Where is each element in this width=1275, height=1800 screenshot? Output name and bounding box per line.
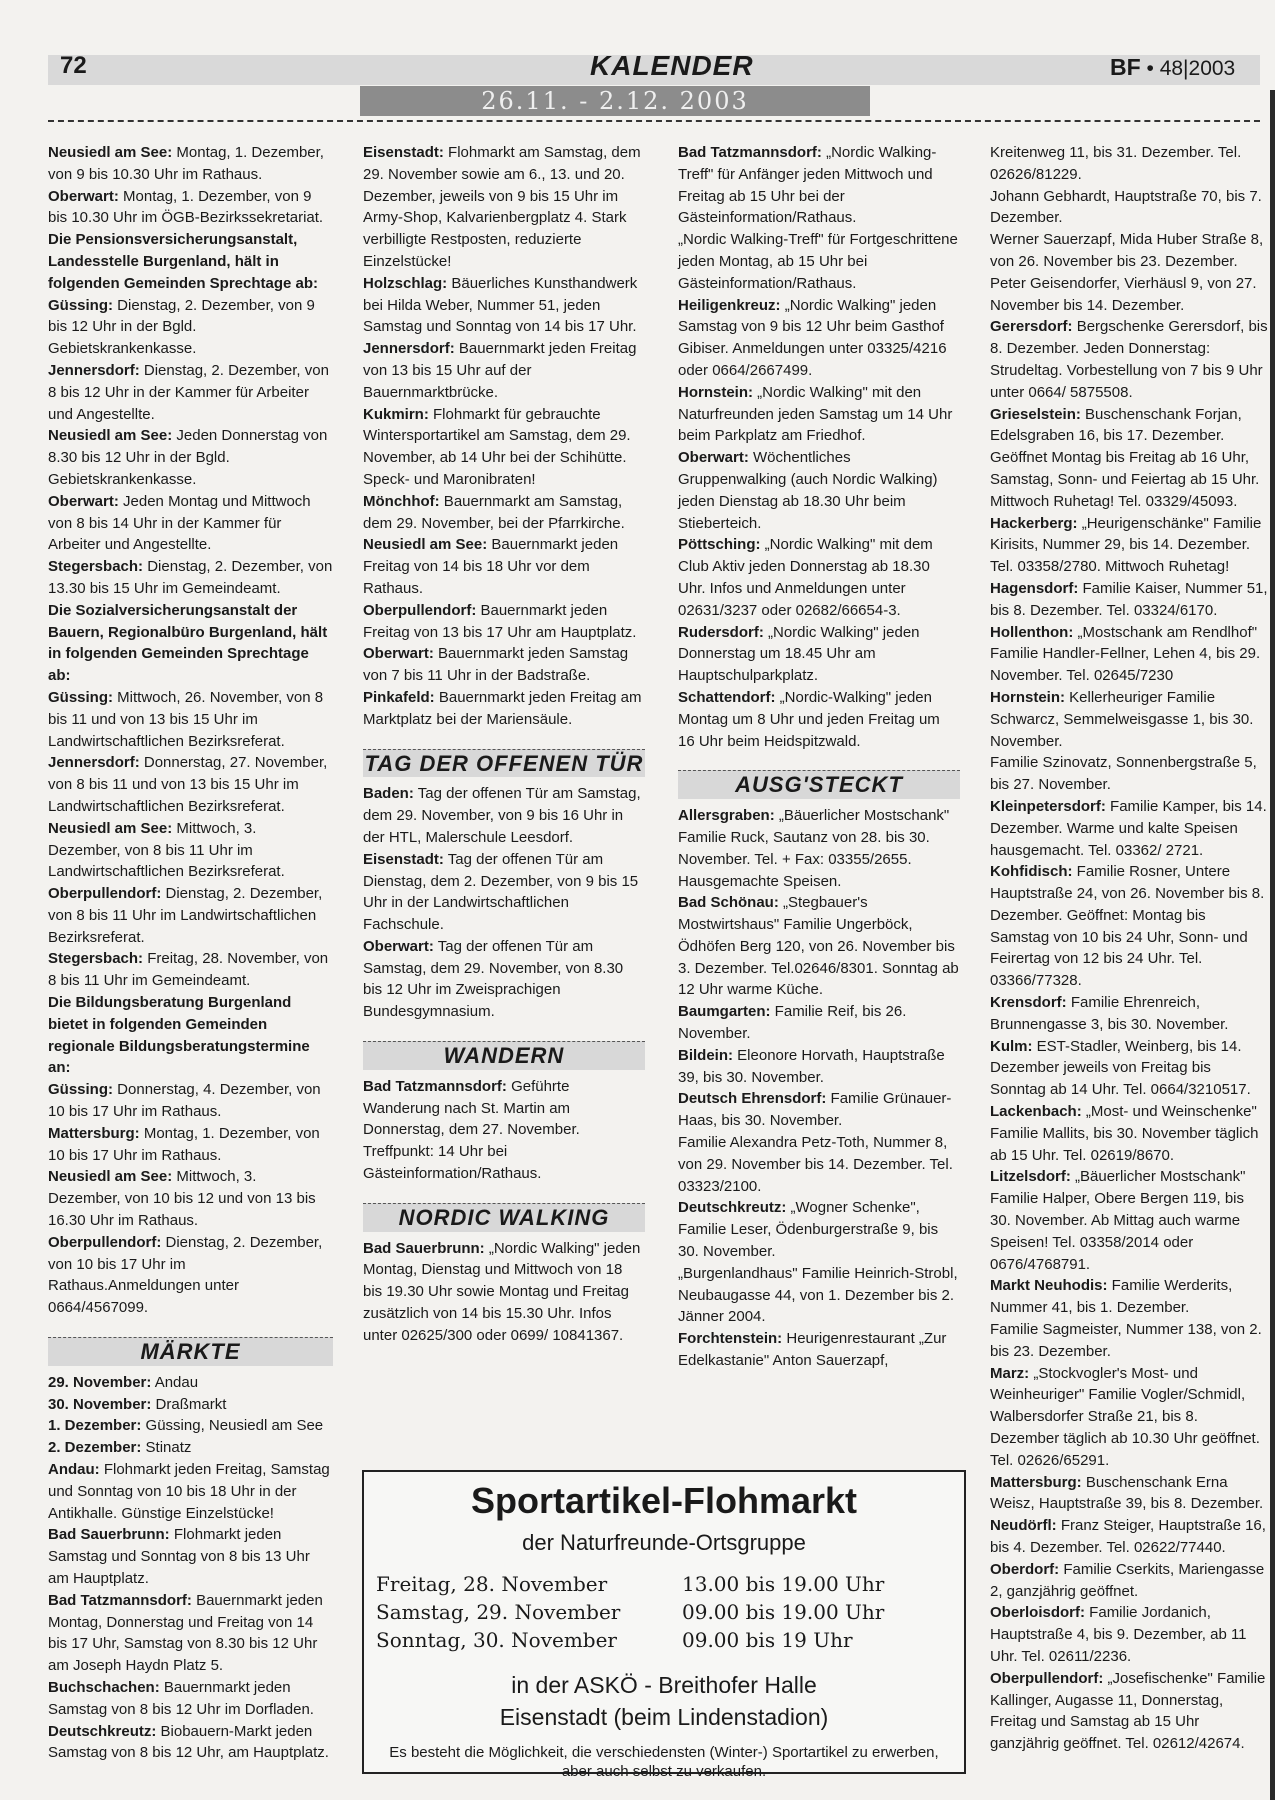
- section-heading-ausgsteckt: AUSG'STECKT: [678, 770, 960, 799]
- listing-place: Eisenstadt:: [363, 850, 444, 868]
- listing-text: Draßmarkt: [151, 1395, 227, 1413]
- listing-place: Hornstein:: [678, 383, 753, 401]
- ad-subtitle: der Naturfreunde-Ortsgruppe: [522, 1530, 806, 1555]
- listing-place: 1. Dezember:: [48, 1417, 142, 1435]
- listing-text: Buschenschank Forjan, Edelsgraben 16, bis 17. Dezember. Geöffnet Montag bis Freitag ab 16 Uhr, Samstag, Sonn- und Feiertag ab 15 Uhr. Mittwoch Ruhetag! Tel. 03329/45093.: [990, 405, 1260, 510]
- listing-text: EST-Stadler, Weinberg, bis 14. Dezember jeweils von Freitag bis Sonntag ab 14 Uhr. Tel. 0664/3210517.: [990, 1037, 1251, 1099]
- listing-place: Hornstein:: [990, 688, 1065, 706]
- listing-text: Dienstag, 2. Dezember, von 8 bis 11 Uhr im Landwirtschaftlichen Bezirksreferat.: [48, 885, 323, 946]
- listing-entry: [363, 338, 645, 403]
- page-number: 72: [60, 52, 87, 79]
- listing-text: „Bäuerlicher Mostschank" Familie Halper, Obere Bergen 119, bis 30. November. Ab Mittag auch warme Speisen! Tel. 03358/2014 oder 0676/4768791.: [990, 1168, 1246, 1273]
- listing-text: Stinatz: [141, 1439, 192, 1457]
- listing-place: Eisenstadt:: [363, 144, 444, 161]
- listing-entry: [990, 513, 1268, 578]
- listing-text: „Stockvogler's Most- und Weinheuriger" Familie Vogler/Schmidl, Walbersdorfer Straße 21, bis 8. Dezember täglich ab 10.30 Uhr geöffnet. Tel. 02626/65291.: [990, 1364, 1260, 1469]
- listing-entry: [678, 534, 960, 621]
- listing-text: Familie Reif, bis 26. November.: [678, 1003, 907, 1043]
- listing-text: Bauernmarkt jeden Freitag von 13 bis 15 Uhr auf der Bauernmarktbrücke.: [363, 340, 637, 401]
- listing-text: Montag, 1. Dezember, von 10 bis 17 Uhr im Rathaus.: [48, 1124, 320, 1164]
- listing-text: Bäuerliches Kunsthandwerk bei Hilda Weber, Nummer 51, jeden Samstag und Sonntag von 14 bis 17 Uhr.: [363, 274, 638, 336]
- listing-place: Krensdorf:: [990, 994, 1067, 1012]
- sportartikel-flohmarkt-ad: [362, 1470, 966, 1780]
- listing-place: Oberpullendorf:: [990, 1669, 1104, 1687]
- listing-text: „Bäuerlicher Mostschank" Familie Ruck, Sautanz von 28. bis 30. November. Tel. + Fax: 03355/2655. Hausgemachte Speisen.: [678, 807, 950, 890]
- listing-text: Montag, 1. Dezember, von 9 bis 10.30 Uhr im ÖGB-Bezirkssekretariat.: [48, 187, 324, 227]
- listing-text: Bauernmarkt jeden Samstag von 7 bis 11 Uhr in der Badstraße.: [363, 645, 629, 685]
- listing-entry: [363, 142, 645, 273]
- ad-day: Freitag, 28. November: [376, 1572, 608, 1596]
- listing-text: Mittwoch, 3. Dezember, von 10 bis 12 und von 13 bis 16.30 Uhr im Rathaus.: [48, 1168, 316, 1230]
- listing-text: Familie Sagmeister, Nummer 138, von 2. bis 23. Dezember.: [990, 1321, 1262, 1360]
- listing-entry: [48, 752, 333, 817]
- listing-entry: [48, 1677, 333, 1721]
- listing-place: Markt Neuhodis:: [990, 1277, 1108, 1295]
- listing-place: Mönchhof:: [363, 492, 440, 510]
- listing-place: Stegersbach:: [48, 558, 144, 576]
- ad-day: Sonntag, 30. November: [376, 1628, 617, 1652]
- listing-text: Jeden Donnerstag von 8.30 bis 12 Uhr in der Bgld. Gebietskrankenkasse.: [48, 427, 328, 488]
- listing-entry: [990, 1036, 1268, 1101]
- listing-text: „Mostschank am Rendlhof" Familie Handler-Fellner, Lehen 4, bis 29. November. Tel. 02645/7230: [990, 623, 1261, 685]
- listing-entry: [48, 1590, 333, 1677]
- listing-entry: [48, 186, 333, 230]
- listing-place: Hagensdorf:: [990, 579, 1079, 597]
- listing-place: Kulm:: [990, 1037, 1033, 1055]
- listing-entry: [990, 1363, 1268, 1472]
- listing-text: Bauernmarkt jeden Samstag von 8 bis 12 Uhr im Dorfladen.: [48, 1678, 314, 1718]
- listing-place: Kohfidisch:: [990, 863, 1073, 881]
- listing-place: Allersgraben:: [678, 807, 775, 825]
- listing-place: Neusiedl am See:: [48, 144, 173, 161]
- header-divider: [48, 120, 1260, 122]
- listing-text: Familie Jordanich, Hauptstraße 4, bis 9. Dezember, ab 11 Uhr. Tel. 02611/2236.: [990, 1604, 1247, 1665]
- listing-text: Bauernmarkt jeden Montag, Donnerstag und Freitag von 14 bis 17 Uhr, Samstag von 8.30 bis 12 Uhr am Joseph Haydn Platz 5.: [48, 1591, 323, 1675]
- listing-entry: [48, 556, 333, 600]
- column-4: [990, 142, 1268, 1755]
- listing-text: „Nordic Walking" jeden Montag, Dienstag und Mittwoch von 18 bis 19.30 Uhr sowie Montag und Freitag zusätzlich von 14 bis 15.30 Uhr. Infos unter 02625/300 oder 0699/ 10841367.: [363, 1239, 641, 1344]
- listing-place: Jennersdorf:: [363, 340, 455, 358]
- listing-place: Bildein:: [678, 1046, 733, 1064]
- listing-place: Forchtenstein:: [678, 1330, 783, 1348]
- listing-place: Schattendorf:: [678, 688, 776, 706]
- listing-entry: [363, 534, 645, 599]
- listing-text: „Nordic Walking" mit dem Club Aktiv jeden Donnerstag ab 18.30 Uhr. Infos und Anmeldungen unter 02631/3237 oder 02682/66654-3.: [678, 536, 933, 619]
- listing-place: Kukmirn:: [363, 405, 429, 423]
- listing-place: Oberdorf:: [990, 1560, 1060, 1578]
- listing-entry: [990, 1166, 1268, 1275]
- listing-text: Tag der offenen Tür am Samstag, dem 29. November, von 9 bis 16 Uhr in der HTL, Malerschule Leesdorf.: [363, 785, 641, 846]
- listing-place: Bad Sauerbrunn:: [363, 1239, 485, 1257]
- listing-place: Oberpullendorf:: [48, 885, 162, 903]
- listing-entry: [990, 186, 1268, 230]
- listing-place: Buchschachen:: [48, 1678, 160, 1696]
- ad-time: 13.00 bis 19.00 Uhr: [682, 1572, 885, 1596]
- listing-entry: [990, 687, 1268, 752]
- listing-text: Bauernmarkt am Samstag, dem 29. November, bei der Pfarrkirche.: [363, 492, 625, 532]
- listing-place: 2. Dezember:: [48, 1439, 142, 1457]
- listing-entry: [990, 1515, 1268, 1559]
- listing-entry: [48, 948, 333, 992]
- listing-text: Kreitenweg 11, bis 31. Dezember. Tel. 02626/81229.: [990, 144, 1242, 183]
- listing-entry: [678, 892, 960, 1001]
- listing-place: Güssing:: [48, 1081, 114, 1099]
- listing-text: Familie Werderits, Nummer 41, bis 1. Dezember.: [990, 1277, 1233, 1317]
- listing-text: Geführte Wanderung nach St. Martin am Donnerstag, dem 27. November. Treffpunkt: 14 Uhr bei Gästeinformation/Rathaus.: [363, 1077, 580, 1183]
- listing-text: „Nordic-Walking" jeden Montag um 8 Uhr und jeden Freitag um 16 Uhr beim Heidspitzwald.: [678, 688, 940, 750]
- listing-place: Neusiedl am See:: [363, 536, 488, 554]
- listing-entry: [678, 295, 960, 382]
- listing-entry: [48, 1721, 333, 1765]
- listing-place: Heiligenkreuz:: [678, 296, 781, 314]
- listing-place: Stegersbach:: [48, 950, 144, 968]
- listing-text: „Nordic Walking" jeden Donnerstag um 18.45 Uhr am Hauptschulparkplatz.: [678, 623, 920, 685]
- listing-text: Bauernmarkt jeden Freitag am Marktplatz bei der Mariensäule.: [363, 688, 642, 728]
- listing-text: Werner Sauerzapf, Mida Huber Straße 8, von 26. November bis 23. Dezember.: [990, 231, 1264, 270]
- listing-entry: [990, 1101, 1268, 1166]
- listing-place: Mattersburg:: [48, 1124, 140, 1142]
- listing-text: Montag, 1. Dezember, von 9 bis 10.30 Uhr im Rathaus.: [48, 144, 324, 183]
- listing-place: Oberwart:: [678, 449, 749, 467]
- listing-place: Bad Tatzmannsdorf:: [678, 144, 822, 161]
- listing-entry: [48, 491, 333, 556]
- listing-entry: [48, 1372, 333, 1394]
- listing-entry: [678, 382, 960, 447]
- listing-place: Jennersdorf:: [48, 361, 140, 379]
- listing-entry: [48, 1524, 333, 1589]
- listing-place: Die Sozialversicherungsanstalt der Bauern, Regionalbüro Burgenland, hält in folgenden Gemeinden Sprechtage ab:: [48, 601, 328, 685]
- listing-entry: [48, 600, 333, 687]
- section-heading-maerkte: MÄRKTE: [48, 1337, 333, 1366]
- listing-place: Neudörfl:: [990, 1517, 1057, 1535]
- listing-place: Neusiedl am See:: [48, 1168, 173, 1186]
- listing-text: Familie Alexandra Petz-Toth, Nummer 8, von 29. November bis 14. Dezember. Tel. 03323/2100.: [678, 1134, 953, 1195]
- listing-place: Oberloisdorf:: [990, 1604, 1086, 1622]
- listing-text: Dienstag, 2. Dezember, von 13.30 bis 15 Uhr im Gemeindeamt.: [48, 558, 333, 597]
- listing-entry: [990, 142, 1268, 186]
- listing-place: Marz:: [990, 1364, 1030, 1382]
- listing-text: „Nordic Walking-Treff" für Anfänger jeden Mittwoch und Freitag ab 15 Uhr bei der Gästeinformation/Rathaus.: [678, 144, 937, 227]
- listing-text: „Nordic Walking" mit den Naturfreunden jeden Samstag um 14 Uhr beim Parkplatz am Friedhof.: [678, 383, 953, 445]
- listing-place: Oberpullendorf:: [48, 1233, 162, 1251]
- listing-place: Gerersdorf:: [990, 318, 1073, 336]
- listing-entry: [678, 142, 960, 229]
- listing-place: Oberwart:: [363, 645, 434, 663]
- listing-entry: [678, 622, 960, 687]
- listing-place: Pinkafeld:: [363, 688, 435, 706]
- listing-text: Franz Steiger, Hauptstraße 16, bis 4. Dezember. Tel. 02622/77440.: [990, 1517, 1266, 1556]
- listing-place: Deutschkreutz:: [678, 1199, 787, 1217]
- listing-text: Familie Kamper, bis 14. Dezember. Warme und kalte Speisen hausgemacht. Tel. 03362/ 2721.: [990, 797, 1267, 859]
- listing-entry: [678, 1197, 960, 1262]
- listing-entry: [48, 1232, 333, 1319]
- listing-place: Oberwart:: [363, 937, 434, 955]
- listing-place: Baden:: [363, 785, 414, 803]
- listing-place: 29. November:: [48, 1373, 152, 1391]
- listing-entry: [990, 1319, 1268, 1363]
- listing-entry: [363, 849, 645, 936]
- listing-text: Kellerheuriger Familie Schwarcz, Semmelweisgasse 1, bis 30. November.: [990, 688, 1254, 750]
- listing-text: Familie Cserkits, Mariengasse 2, ganzjährig geöffnet.: [990, 1560, 1265, 1600]
- page-title: KALENDER: [590, 50, 754, 81]
- listing-text: Güssing, Neusiedl am See: [141, 1417, 324, 1435]
- publication-name: BF: [1110, 54, 1141, 80]
- listing-place: Hackerberg:: [990, 514, 1078, 532]
- listing-entry: [990, 992, 1268, 1036]
- listing-entry: [678, 1045, 960, 1089]
- listing-entry: [678, 229, 960, 294]
- listing-entry: [363, 936, 645, 1023]
- listing-entry: [48, 1166, 333, 1231]
- page-edge: [1270, 90, 1275, 1800]
- listing-text: „Wogner Schenke", Familie Leser, Ödenburgerstraße 9, bis 30. November.: [678, 1199, 939, 1261]
- listing-text: „Most- und Weinschenke" Familie Mallits, bis 30. November täglich ab 15 Uhr. Tel. 02619/8670.: [990, 1103, 1259, 1164]
- listing-entry: [363, 491, 645, 535]
- listing-text: Mittwoch, 3. Dezember, von 8 bis 11 Uhr im Landwirtschaftlichen Bezirksreferat.: [48, 819, 285, 881]
- listing-place: Bad Tatzmannsdorf:: [48, 1591, 192, 1609]
- listing-text: „Stegbauer's Mostwirtshaus" Familie Ungerböck, Ödhöfen Berg 120, von 26. November bis 3. Dezember. Tel.02646/8301. Sonntag ab 12 Uhr warme Küche.: [678, 894, 959, 999]
- listing-entry: [48, 1459, 333, 1524]
- listing-text: Bauernmarkt jeden Freitag von 14 bis 18 Uhr vor dem Rathaus.: [363, 536, 619, 597]
- listing-text: Dienstag, 2. Dezember, von 8 bis 12 Uhr in der Kammer für Arbeiter und Angestellte.: [48, 361, 329, 423]
- listing-text: Wöchentliches Gruppenwalking (auch Nordic Walking) jeden Dienstag ab 18.30 Uhr beim Stieberteich.: [678, 449, 938, 532]
- listing-entry: [363, 643, 645, 687]
- listing-entry: [678, 687, 960, 752]
- listing-entry: [48, 687, 333, 752]
- listing-text: Mittwoch, 26. November, von 8 bis 11 und von 13 bis 15 Uhr im Landwirtschaftlichen Bezirksreferat.: [48, 688, 324, 750]
- listing-place: Pöttsching:: [678, 536, 761, 554]
- listing-text: Dienstag, 2. Dezember, von 9 bis 12 Uhr in der Bgld. Gebietskrankenkasse.: [48, 296, 315, 358]
- listing-place: Holzschlag:: [363, 274, 448, 292]
- listing-entry: [363, 404, 645, 491]
- listing-text: Dienstag, 2. Dezember, von 10 bis 17 Uhr im Rathaus.Anmeldungen unter 0664/4567099.: [48, 1233, 323, 1317]
- listing-text: Peter Geisendorfer, Vierhäusl 9, von 27. November bis 14. Dezember.: [990, 274, 1257, 314]
- column-3: [678, 142, 960, 1372]
- listing-place: 30. November:: [48, 1395, 152, 1413]
- listing-place: Bad Sauerbrunn:: [48, 1526, 170, 1544]
- listing-place: Deutschkreutz:: [48, 1722, 157, 1740]
- listing-text: Buschenschank Erna Weisz, Hauptstraße 39, bis 8. Dezember.: [990, 1473, 1264, 1513]
- listing-entry: [990, 273, 1268, 317]
- listing-entry: [990, 578, 1268, 622]
- ad-location: Eisenstadt (beim Lindenstadion): [499, 1704, 829, 1730]
- listing-text: Familie Grünauer-Haas, bis 30. November.: [678, 1090, 952, 1130]
- listing-place: Lackenbach:: [990, 1103, 1082, 1121]
- listing-text: Bergschenke Gerersdorf, bis 8. Dezember. Jeden Donnerstag: Strudeltag. Vorbestellung von 7 bis 9 Uhr unter 0664/ 5875508.: [990, 318, 1268, 401]
- listing-entry: [48, 142, 333, 186]
- listing-entry: [48, 1437, 333, 1459]
- listing-place: Güssing:: [48, 688, 114, 706]
- ad-time: 09.00 bis 19 Uhr: [682, 1628, 853, 1652]
- listing-entry: [48, 1394, 333, 1416]
- listing-text: Flohmarkt jeden Samstag und Sonntag von 8 bis 13 Uhr am Hauptplatz.: [48, 1526, 310, 1587]
- listing-entry: [990, 1559, 1268, 1603]
- listing-place: Deutsch Ehrensdorf:: [678, 1090, 827, 1108]
- listing-entry: [678, 1001, 960, 1045]
- listing-entry: [48, 425, 333, 490]
- listing-entry: [990, 861, 1268, 992]
- listing-entry: [990, 1602, 1268, 1667]
- listing-entry: [678, 1328, 960, 1372]
- listing-text: Biobauern-Markt jeden Samstag von 8 bis 12 Uhr, am Hauptplatz.: [48, 1722, 329, 1762]
- listing-entry: [678, 805, 960, 892]
- listing-text: Familie Szinovatz, Sonnenbergstraße 5, bis 27. November.: [990, 754, 1257, 794]
- listing-text: Familie Kaiser, Nummer 51, bis 8. Dezember. Tel. 03324/6170.: [990, 579, 1268, 619]
- column-1: [48, 142, 333, 1764]
- listing-text: Andau: [151, 1373, 199, 1391]
- listing-place: Oberwart:: [48, 492, 119, 510]
- listing-text: Jeden Montag und Mittwoch von 8 bis 14 Uhr in der Kammer für Arbeiter und Angestellte.: [48, 492, 311, 554]
- listing-text: Eleonore Horvath, Hauptstraße 39, bis 30. November.: [678, 1046, 945, 1086]
- listing-entry: [48, 992, 333, 1079]
- listing-place: Neusiedl am See:: [48, 819, 173, 837]
- listing-text: Donnerstag, 4. Dezember, von 10 bis 17 Uhr im Rathaus.: [48, 1081, 321, 1121]
- listing-text: Flohmarkt jeden Freitag, Samstag und Sonntag von 10 bis 18 Uhr in der Antikhalle. Günstige Einzelstücke!: [48, 1461, 330, 1522]
- ad-time: 09.00 bis 19.00 Uhr: [682, 1600, 885, 1624]
- column-2: [363, 142, 645, 1347]
- listing-entry: [678, 447, 960, 534]
- listing-place: Rudersdorf:: [678, 623, 764, 641]
- listing-text: „Josefischenke" Familie Kallinger, Augasse 11, Donnerstag, Freitag und Samstag ab 15 Uhr ganzjährig geöffnet. Tel. 02612/42674.: [990, 1669, 1266, 1753]
- listing-text: „Nordic Walking" jeden Samstag von 9 bis 12 Uhr beim Gasthof Gibiser. Anmeldungen unter 03325/4216 oder 0664/2667499.: [678, 296, 947, 379]
- listing-place: Bad Tatzmannsdorf:: [363, 1077, 507, 1095]
- listing-entry: [48, 1415, 333, 1437]
- listing-text: Familie Rosner, Untere Hauptstraße 24, von 26. November bis 8. Dezember. Geöffnet: Montag bis Samstag von 10 bis 24 Uhr, Sonn- und Feirertag von 12 bis 24 Uhr. Tel. 03366/77328.: [990, 863, 1265, 990]
- listing-place: Andau:: [48, 1461, 100, 1479]
- listing-entry: [363, 1076, 645, 1185]
- ad-venue: in der ASKÖ - Breithofer Halle: [511, 1672, 817, 1698]
- listing-place: Jennersdorf:: [48, 754, 140, 772]
- listing-entry: [990, 229, 1268, 273]
- listing-text: Tag der offenen Tür am Samstag, dem 29. November, von 8.30 bis 12 Uhr im Zweisprachigen Bundesgymnasium.: [363, 937, 624, 1021]
- ad-note: Es besteht die Möglichkeit, die verschiedensten (Winter-) Sportartikel zu erwerben, aber auch selbst zu verkaufen.: [389, 1744, 939, 1780]
- listing-entry: [363, 600, 645, 644]
- listing-entry: [48, 883, 333, 948]
- publication-issue: [1110, 54, 1235, 81]
- listing-text: „Nordic Walking-Treff" für Fortgeschrittene jeden Montag, ab 15 Uhr bei Gästeinformation/Rathaus.: [678, 231, 958, 292]
- listing-entry: [48, 818, 333, 883]
- listing-entry: [678, 1088, 960, 1132]
- listing-text: Familie Ehrenreich, Brunnengasse 3, bis 30. November.: [990, 994, 1229, 1033]
- issue-number: • 48|2003: [1146, 57, 1236, 80]
- listing-text: Heurigenrestaurant „Zur Edelkastanie" Anton Sauerzapf,: [678, 1330, 947, 1370]
- listing-place: Oberwart:: [48, 187, 119, 205]
- listing-entry: [48, 295, 333, 360]
- listing-entry: [990, 796, 1268, 861]
- listing-entry: [363, 687, 645, 731]
- listing-place: Kleinpetersdorf:: [990, 797, 1106, 815]
- listing-entry: [990, 404, 1268, 513]
- ad-day: Samstag, 29. November: [376, 1600, 621, 1624]
- listing-entry: [990, 752, 1268, 796]
- listing-place: Neusiedl am See:: [48, 427, 173, 445]
- listing-entry: [990, 622, 1268, 687]
- listing-place: Mattersburg:: [990, 1473, 1082, 1491]
- date-range: 26.11. - 2.12. 2003: [481, 87, 749, 115]
- listing-place: Litzelsdorf:: [990, 1168, 1071, 1186]
- listing-text: Flohmarkt für gebrauchte Wintersportartikel am Samstag, dem 29. November, ab 14 Uhr bei der Schihütte. Speck- und Maronibraten!: [363, 405, 631, 488]
- listing-entry: [48, 1079, 333, 1123]
- listing-text: Flohmarkt am Samstag, dem 29. November sowie am 6., 13. und 20. Dezember, jeweils von 9 bis 15 Uhr im Army-Shop, Kalvarienbergplatz 4. Stark verbilligte Restposten, reduzierte Einzelstücke!: [363, 144, 641, 270]
- listing-text: „Burgenlandhaus" Familie Heinrich-Strobl, Neubaugasse 44, von 1. Dezember bis 2. Jänner 2004.: [678, 1264, 958, 1326]
- listing-entry: [990, 1275, 1268, 1319]
- ad-title: Sportartikel-Flohmarkt: [470, 1480, 858, 1521]
- section-heading-nordic-walking: NORDIC WALKING: [363, 1203, 645, 1232]
- listing-text: Bauernmarkt jeden Freitag von 13 bis 17 Uhr am Hauptplatz.: [363, 601, 637, 641]
- listing-text: Johann Gebhardt, Hauptstraße 70, bis 7. Dezember.: [990, 187, 1262, 227]
- listing-entry: [363, 273, 645, 338]
- listing-text: Tag der offenen Tür am Dienstag, dem 2. Dezember, von 9 bis 15 Uhr in der Landwirtschaftlichen Fachschule.: [363, 850, 639, 934]
- listing-entry: [363, 783, 645, 848]
- listing-place: Die Pensionsversicherungsanstalt, Landesstelle Burgenland, hält in folgenden Gemeinden Sprechtage ab:: [48, 231, 319, 292]
- listing-place: Hollenthon:: [990, 623, 1074, 641]
- listing-entry: [48, 1123, 333, 1167]
- listing-place: Oberpullendorf:: [363, 601, 477, 619]
- listing-entry: [48, 229, 333, 294]
- listing-entry: [990, 316, 1268, 403]
- listing-entry: [678, 1263, 960, 1328]
- listing-place: Baumgarten:: [678, 1003, 771, 1021]
- listing-text: Donnerstag, 27. November, von 8 bis 11 und von 13 bis 15 Uhr im Landwirtschaftlichen Bezirksreferat.: [48, 754, 328, 815]
- listing-place: Die Bildungsberatung Burgenland bietet in folgenden Gemeinden regionale Bildungsberatungstermine an:: [48, 994, 310, 1077]
- listing-entry: [363, 1238, 645, 1347]
- listing-place: Grieselstein:: [990, 405, 1081, 423]
- listing-place: Güssing:: [48, 296, 114, 314]
- section-heading-offene-tuer: TAG DER OFFENEN TÜR: [364, 750, 644, 776]
- section-heading-wandern: WANDERN: [363, 1041, 645, 1070]
- listing-text: „Heurigenschänke" Familie Kirisits, Nummer 29, bis 14. Dezember. Tel. 03358/2780. Mittwoch Ruhetag!: [990, 514, 1262, 576]
- listing-entry: [48, 360, 333, 425]
- listing-entry: [678, 1132, 960, 1197]
- listing-place: Bad Schönau:: [678, 894, 779, 912]
- listing-text: Freitag, 28. November, von 8 bis 11 Uhr im Gemeindeamt.: [48, 950, 329, 990]
- listing-entry: [990, 1472, 1268, 1516]
- listing-entry: [990, 1668, 1268, 1755]
